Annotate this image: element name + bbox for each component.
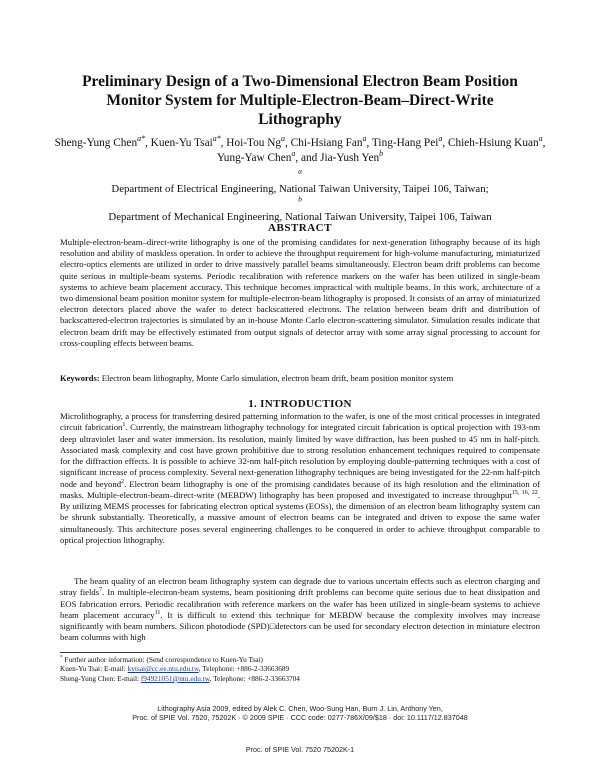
author-sep: , [220, 137, 227, 149]
citation: 15, 16, 22 [511, 489, 538, 496]
email-link-chen[interactable]: f94921051@ntu.edu.tw [140, 673, 210, 683]
text-run: Microlithography, a process for transferring desired patterning information to the wafer, is one of the most critical processes in integrated circuit fabrication [60, 411, 540, 433]
affil-mark: a [298, 166, 302, 176]
author-sep: , [366, 137, 372, 149]
affil-text: Department of Mechanical Engineering, National Taiwan University, Taipei 106, Taiwan [108, 211, 492, 223]
footnote-text: Further author information: (Send correspondence to Kuen-Yu Tsai) [64, 655, 263, 664]
author-affil-mark: a [538, 134, 543, 144]
footnote-suffix: , Telephone: +886-2-33663689 [198, 664, 290, 674]
text-run: . By utilizing MEMS processes for fabricating electron optical systems (EOSs), the dimension of an electron beam lithography system can be shrunk substantially. Theoretically, a massive amount of electron beams can be integrated and driven to expose the same wafer simultaneously. This architecture poses several engineering challenges to be conquered in order to achieve throughput comparable to optical projection lithography. [60, 489, 541, 545]
author-name: Chi-Hsiang Fan [290, 137, 363, 149]
footnotes [60, 655, 540, 683]
footnote-contact-chen [60, 674, 540, 683]
author-name: Jia-Yush Yen [320, 151, 380, 164]
author-name: Chieh-Hsiung Kuan [447, 137, 539, 149]
author-sep: , [145, 137, 151, 149]
author-name: Ting-Hang Pei [371, 137, 439, 149]
footnote-star [60, 655, 540, 664]
footnote-divider [60, 652, 160, 653]
citation: 7 [99, 587, 103, 594]
text-run: The beam quality of an electron beam lithography system can degrade due to various uncertain effects such as electron charging and stray fields [60, 576, 540, 598]
author-name: Kuen-Yu Tsai [150, 137, 213, 149]
author-name: Hoi-Tou Ng [226, 137, 282, 149]
text-run: . It is difficult to extend this technique for MEBDW because the complexity involves may increase significantly with beam numbers. Silicon photodiode (SPD)□detectors can be used for secondary electron detection in miniature electron beam columns with high [60, 609, 540, 643]
intro-paragraph-1 [60, 411, 540, 546]
pubinfo-line-1: Lithography Asia 2009, edited by Alek C. Chen, Woo-Sung Han, Burn J. Lin, Anthony Yen, [157, 704, 443, 713]
author-affil-mark: a [438, 134, 443, 144]
abstract-heading: ABSTRACT [268, 222, 332, 234]
keywords [60, 373, 540, 384]
keywords-text: Electron beam lithography, Monte Carlo simulation, electron beam drift, beam position monitor system [101, 373, 454, 383]
title-line-2: Monitor System for Multiple-Electron-Beam–Direct-Write [106, 92, 494, 109]
citation: 2 [121, 478, 125, 485]
email-link-tsai[interactable]: kytsai@cc.ee.ntu.edu.tw [127, 664, 199, 674]
author-affil-mark: a [362, 134, 367, 144]
author-affil-mark: a [291, 148, 296, 158]
footnote-prefix: Kuen-Yu Tsai: E-mail: [60, 664, 128, 674]
publication-info [0, 704, 600, 722]
affiliations [40, 168, 560, 224]
keywords-label: Keywords: [60, 373, 100, 383]
author-name: Sheng-Yung Chen [54, 137, 138, 149]
page-footer: Proc. of SPIE Vol. 7520 75202K-1 [245, 745, 355, 754]
footnote-contact-tsai [60, 664, 540, 673]
author-list [50, 136, 550, 165]
citation: 1 [122, 422, 126, 429]
author-affil-mark: b [379, 148, 384, 158]
affil-text: Department of Electrical Engineering, National Taiwan University, Taipei 106, Taiwan; [111, 183, 489, 195]
text-run: . Currently, the mainstream lithography technology for integrated circuit fabrication is optical projection with 193-nm deep ultraviolet laser and water immersion. Its resolution, mainly limited by wave diffraction, has been pushed to 45 nm in half-pitch. Associated mask complexity and cost have grown prohibitive due to strong resolution enhancement techniques required to compensate for the diffraction effects. It is possible to achieve 32-nm half-pitch resolution by employing double-patterning techniques with a cost of significant increase of process complexity. Several next-generation lithography techniques are being investigated for the 22-nm half-pitch node and beyond [60, 422, 540, 489]
text-run: . Electron beam lithography is one of the promising candidates because of its high resolution and the elimination of masks. Multiple-electron-beam–direct-write (MEBDW) lithography has been proposed and investigated to increase throughput [60, 478, 540, 500]
author-sep: , [285, 137, 291, 149]
citation: 11 [154, 609, 161, 616]
author-sep: , and [295, 151, 321, 164]
author-sep: , [442, 137, 448, 149]
intro-paragraph-2 [60, 576, 540, 644]
author-name: Yung-Yaw Chen [216, 151, 292, 164]
footnote-suffix: , Telephone: +886-2-33663704 [209, 673, 300, 683]
footnote-mark: * [60, 654, 63, 661]
title-line-3: Lithography [258, 111, 342, 128]
author-affil-mark: a* [137, 134, 145, 144]
affiliation-a [40, 168, 560, 196]
affil-mark: b [298, 194, 302, 204]
paper-title [40, 72, 560, 129]
pubinfo-line-2: Proc. of SPIE Vol. 7520, 75202K · © 2009 SPIE · CCC code: 0277-786X/09/$18 · doi: 10.1117/12.837048 [132, 713, 468, 723]
affiliation-b [40, 196, 560, 224]
title-line-1: Preliminary Design of a Two-Dimensional Electron Beam Position [82, 73, 518, 90]
footnote-prefix: Sheng-Yung Chen: E-mail: [60, 673, 141, 683]
author-sep: , [542, 137, 546, 149]
abstract-text: Multiple-electron-beam–direct-write lithography is one of the promising candidates for next-generation lithography because of its high resolution and ability of maskless operation. In order to achieve the throughput requirement for high-volume manufacturing, miniaturized electro-optics elements are utilized in order to drive massively parallel beams simultaneously. Electron beam drift problems can become quite serious in multiple-beam systems. Periodic recalibration with reference markers on the wafer has been utilized in single-beam systems to achieve beam placement accuracy. This technique becomes impractical with multiple beams. In this work, architecture of a two dimensional beam position monitor system for multiple-electron-beam lithography is proposed. It consists of an array of miniaturized electron detectors placed above the wafer to detect backscattered electrons. The relation between beam drift and distribution of backscattered-electron trajectories is simulated by an in-house Monte Carlo electron-scattering simulator. Simulation results indicate that electron beam drift may be effectively estimated from output signals of detector array with some array signal processing to account for cross-coupling effects between beams. [60, 237, 540, 348]
text-run: . In multiple-electron-beam systems, beam positioning drift problems can become quite serious due to heat dissipation and EOS fabrication errors. Periodic recalibration with reference markers on the wafer has been utilized in single-beam systems to achieve beam placement accuracy [60, 587, 540, 620]
author-affil-mark: a* [212, 134, 221, 144]
author-affil-mark: a [281, 134, 285, 144]
section-heading-introduction: 1. INTRODUCTION [248, 398, 352, 410]
